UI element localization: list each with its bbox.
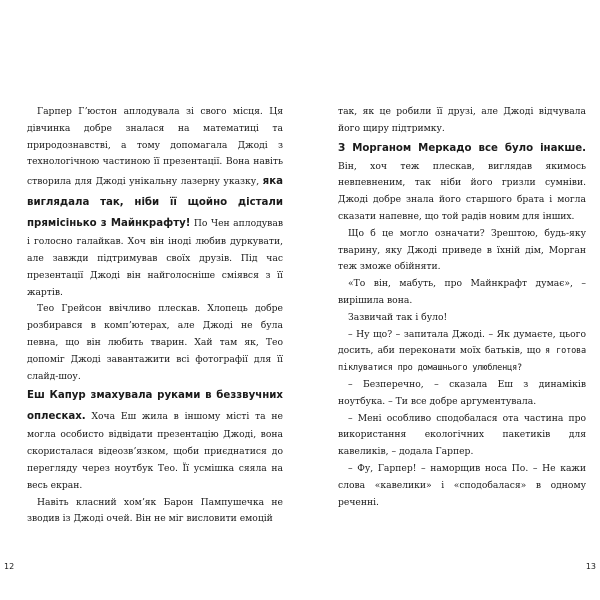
paragraph-text: Хоча Еш жила в іншому місті та не могла особисто відвідати презентацію Джоді, вона скористалася відеозвʼязком, щоби приєднатися до перегляду через ноутбук Тео. Її усмішка сяяла на весь екран. [27,411,283,491]
paragraph-text: По Чен аплодував і голосно галайкав. Хоч він іноді любив дуркувати, але завжди підтримував своїх друзів. Під час презентації Джоді він найголосніше сміявся з її жартів. [27,218,283,298]
paragraph: Що б це могло означати? Зрештою, будь-яку тварину, яку Джоді приведе в їхній дім, Морган теж зможе обійняти. [338,227,586,273]
dialogue-line [338,327,586,377]
paragraph [27,385,283,494]
right-page-text [338,104,586,511]
paragraph-text: Гарпер Гʼюстон аплодувала зі свого місця. Ця дівчинка добре зналася на математиці та природознавстві, а тому допомагала Джоді з технологічною частиною її презентації. Вона навіть створила для Джоді унікальну лазерну указку, [27,106,283,188]
dialogue-line: – Мені особливо сподобалася ота частина про використання екологічних пакетиків для кавеликів, – додала Гарпер. [338,412,586,458]
handwritten-style-text: я готова піклуватися про домашнього улюбленця? [338,346,586,374]
paragraph [338,138,586,226]
paragraph [27,104,283,301]
emphasized-text: яка виглядала так, ніби її щойно дістали прямісінько з Майнкрафту! [27,176,283,230]
paragraph: Тео Грейсон ввічливо плескав. Хлопець добре розбирався в компʼютерах, але Джоді не була певна, що він любить тварин. Хай там як, Тео допоміг Джоді завантажити всі фотографії для її слайд-шоу. [27,303,283,382]
paragraph-text: Він, хоч теж плескав, виглядав якимось невпевненим, так ніби його гризли сумніви. Джоді добре знала його старшого брата і могла сказати напевне, що той радів новим для інших. [338,160,586,222]
paragraph: «То він, мабуть, про Майнкрафт думає», – вирішила вона. [338,278,586,306]
dialogue-line: – Безперечно, – сказала Еш з динаміків ноутбука. – Ти все добре аргументувала. [338,378,586,407]
dialogue-line: – Фу, Гарпер! – наморщив носа По. – Не кажи слова «кавелики» і «сподобалася» в одному реченні. [338,462,586,508]
emphasized-text: Еш Капур змахувала руками в беззвучних оплесках. [27,390,283,423]
emphasized-text: З Морганом Меркадо все було інакше. [338,142,586,154]
paragraph: так, як це робили її друзі, але Джоді відчувала його щиру підтримку. [338,106,586,134]
paragraph: Зазвичай так і було! [348,311,448,323]
paragraph-text: – Ну що? – запитала Джоді. – Як думаєте, цього досить, аби переконати моїх батьків, що [338,328,586,357]
left-page-text [27,104,283,528]
right-page [300,0,600,600]
page-number: 12 [4,562,15,571]
page-number: 13 [585,562,596,571]
paragraph: Навіть класний хомʼяк Барон Пампушечка не зводив із Джоді очей. Він не міг висловити емоцій [27,496,283,525]
